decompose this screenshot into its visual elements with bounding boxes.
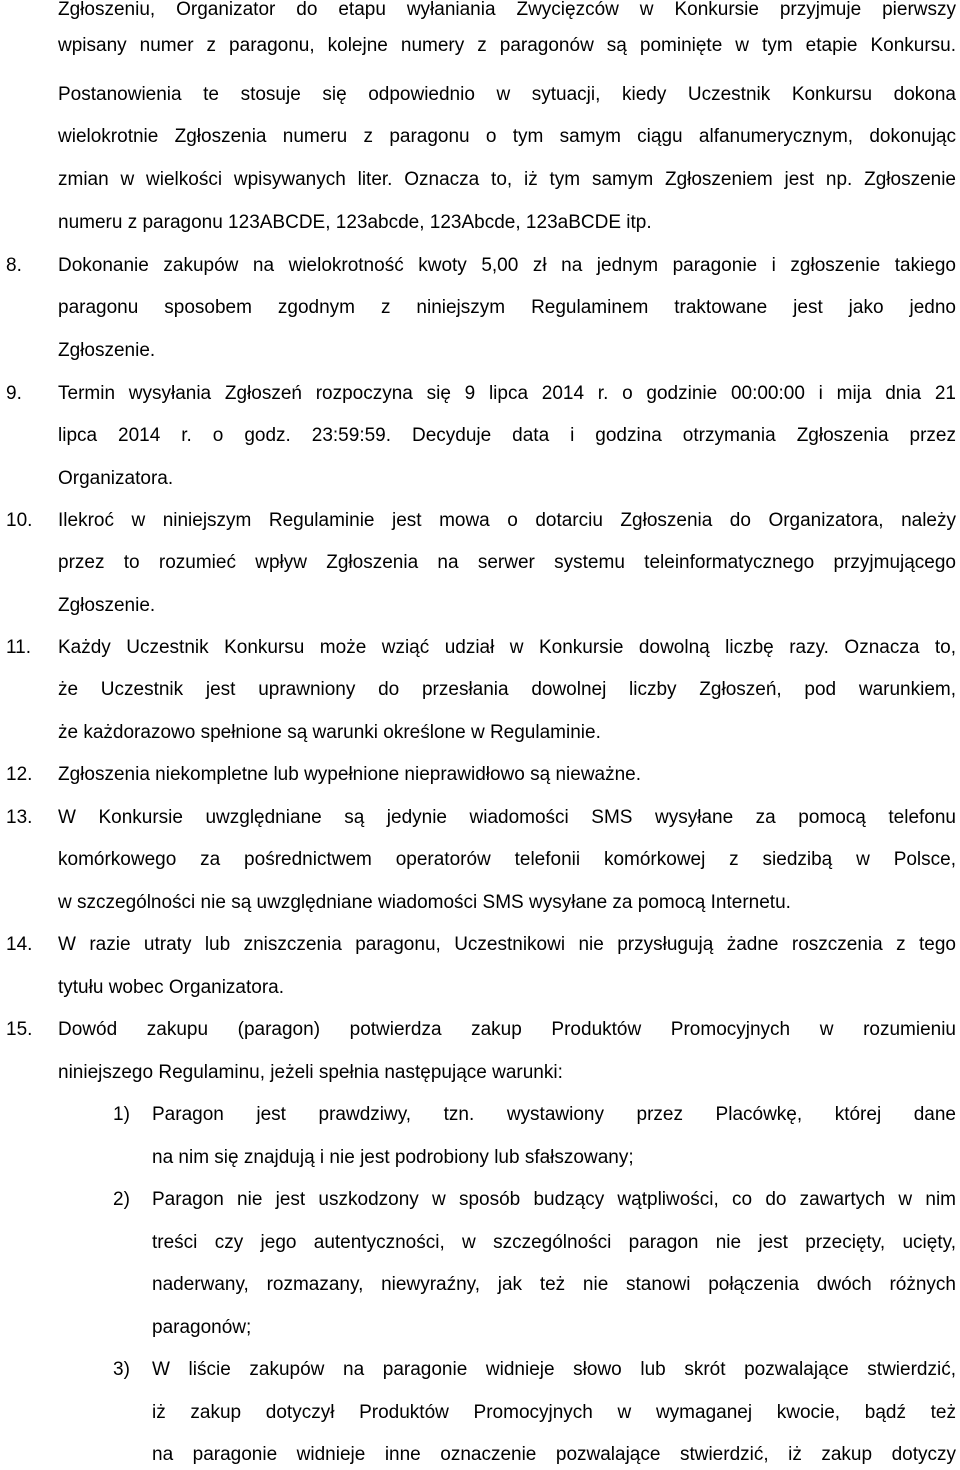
item-line: W Konkursie uwzględniane są jedynie wiadomości SMS wysyłane za pomocą telefonu	[58, 807, 956, 828]
intro-line: wpisany numer z paragonu, kolejne numery z paragonów są pominięte w tym etapie Konkursu.	[58, 35, 956, 56]
subitem-number: 3)	[113, 1359, 130, 1380]
item-number: 13.	[6, 807, 33, 828]
item-number: 10.	[6, 510, 33, 531]
item-line: Ilekroć w niniejszym Regulaminie jest mowa o dotarciu Zgłoszenia do Organizatora, należy	[58, 510, 956, 531]
subitem-line: Paragon nie jest uszkodzony w sposób budzący wątpliwości, co do zawartych w nim	[152, 1189, 956, 1210]
item-line: że każdorazowo spełnione są warunki określone w Regulaminie.	[58, 722, 601, 743]
item-line: W razie utraty lub zniszczenia paragonu, Uczestnikowi nie przysługują żadne roszczenia z tego	[58, 934, 956, 955]
subitem-line: naderwany, rozmazany, niewyraźny, jak też nie stanowi połączenia dwóch różnych	[152, 1274, 956, 1295]
subitem-line: Paragon jest prawdziwy, tzn. wystawiony przez Placówkę, której dane	[152, 1104, 956, 1125]
item-line: komórkowego za pośrednictwem operatorów telefonii komórkowej z siedzibą w Polsce,	[58, 849, 956, 870]
item-line: niniejszego Regulaminu, jeżeli spełnia następujące warunki:	[58, 1062, 563, 1083]
item-number: 9.	[6, 383, 22, 404]
item-number: 8.	[6, 255, 22, 276]
item-line: przez to rozumieć wpływ Zgłoszenia na serwer systemu teleinformatycznego przyjmującego	[58, 552, 956, 573]
item-number: 15.	[6, 1019, 33, 1040]
item-number: 14.	[6, 934, 33, 955]
item-number: 12.	[6, 764, 33, 785]
item-line: Termin wysyłania Zgłoszeń rozpoczyna się 9 lipca 2014 r. o godzinie 00:00:00 i mija dnia 21	[58, 383, 956, 404]
item-line: w szczególności nie są uwzględniane wiadomości SMS wysyłane za pomocą Internetu.	[58, 892, 791, 913]
item-number: 11.	[6, 637, 32, 658]
subitem-number: 1)	[113, 1104, 130, 1125]
item-line: Dokonanie zakupów na wielokrotność kwoty 5,00 zł na jednym paragonie i zgłoszenie takiego	[58, 255, 956, 276]
subitem-line: W liście zakupów na paragonie widnieje słowo lub skrót pozwalające stwierdzić,	[152, 1359, 956, 1380]
intro-line: zmian w wielkości wpisywanych liter. Oznacza to, iż tym samym Zgłoszeniem jest np. Zgłoszenie	[58, 169, 956, 190]
subitem-line: na paragonie widnieje inne oznaczenie pozwalające stwierdzić, iż zakup dotyczy	[152, 1444, 956, 1465]
item-line: że Uczestnik jest uprawniony do przesłania dowolnej liczby Zgłoszeń, pod warunkiem,	[58, 679, 956, 700]
item-line: lipca 2014 r. o godz. 23:59:59. Decyduje data i godzina otrzymania Zgłoszenia przez	[58, 425, 956, 446]
intro-line: Zgłoszeniu, Organizator do etapu wyłaniania Zwycięzców w Konkursie przyjmuje pierwszy	[58, 0, 956, 20]
intro-line: numeru z paragonu 123ABCDE, 123abcde, 123Abcde, 123aBCDE itp.	[58, 212, 652, 233]
subitem-line: na nim się znajdują i nie jest podrobiony lub sfałszowany;	[152, 1147, 634, 1168]
item-line: Organizatora.	[58, 468, 174, 489]
item-line: Zgłoszenie.	[58, 595, 156, 616]
intro-line: wielokrotnie Zgłoszenia numeru z paragonu o tym samym ciągu alfanumerycznym, dokonując	[58, 126, 956, 147]
subitem-number: 2)	[113, 1189, 130, 1210]
item-line: Zgłoszenia niekompletne lub wypełnione nieprawidłowo są nieważne.	[58, 764, 642, 785]
item-line: tytułu wobec Organizatora.	[58, 977, 285, 998]
intro-line: Postanowienia te stosuje się odpowiednio w sytuacji, kiedy Uczestnik Konkursu dokona	[58, 84, 956, 105]
subitem-line: treści czy jego autentyczności, w szczególności paragon nie jest przecięty, ucięty,	[152, 1232, 956, 1253]
item-line: Każdy Uczestnik Konkursu może wziąć udział w Konkursie dowolną liczbę razy. Oznacza to,	[58, 637, 956, 658]
subitem-line: paragonów;	[152, 1317, 252, 1338]
item-line: paragonu sposobem zgodnym z niniejszym Regulaminem traktowane jest jako jedno	[58, 297, 956, 318]
subitem-line: iż zakup dotyczył Produktów Promocyjnych w wymaganej kwocie, bądź też	[152, 1402, 956, 1423]
item-line: Zgłoszenie.	[58, 340, 156, 361]
item-line: Dowód zakupu (paragon) potwierdza zakup Produktów Promocyjnych w rozumieniu	[58, 1019, 956, 1040]
